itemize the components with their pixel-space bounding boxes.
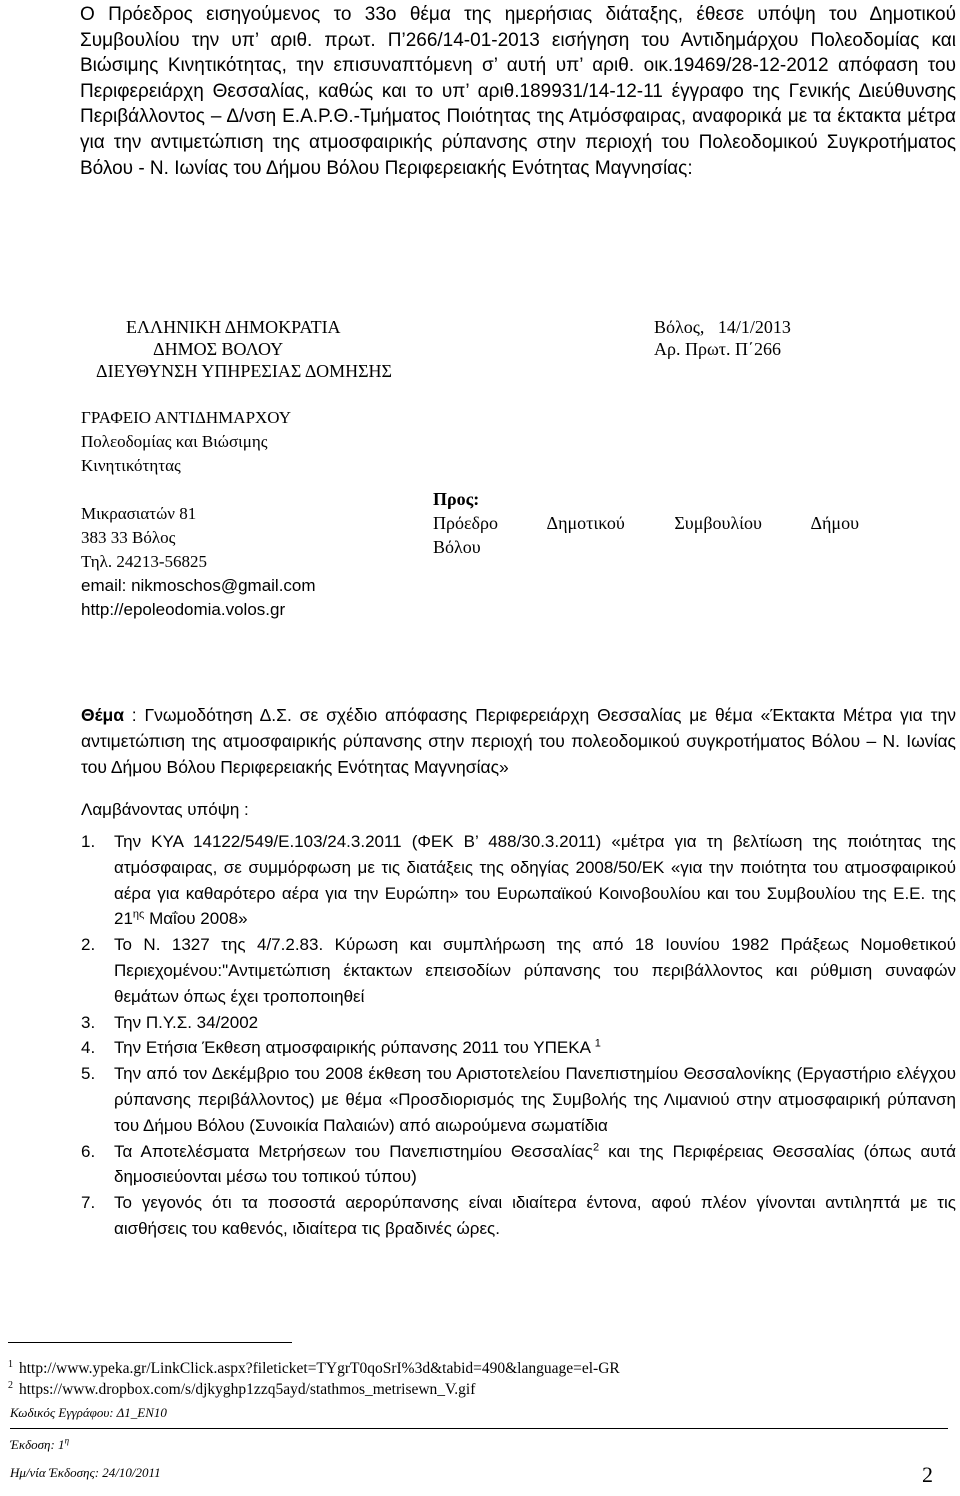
list-item	[81, 1010, 956, 1036]
letterhead-left	[96, 316, 392, 382]
office-address-city: 383 33 Βόλος	[81, 528, 176, 547]
issue-number	[10, 1437, 69, 1453]
considering-heading: Λαμβάνοντας υπόψη :	[81, 800, 249, 819]
list-item-text: Το Ν. 1327 της 4/7.2.83. Κύρωση και συμπλήρωση της από 18 Ιουνίου 1982 Πράξεως Νομοθετικού Περιεχομένου:"Αντιμετώπιση έκτακτων επεισοδίων ρύπανσης του περιβάλλοντος και ρύθμιση συναφών θεμάτων όπως έχει τροποποιηθεί	[114, 935, 956, 1006]
list-item	[81, 1190, 956, 1242]
list-item-number: 6.	[81, 1141, 96, 1161]
list-item	[81, 1035, 956, 1061]
subject-label: Θέμα	[81, 705, 124, 725]
footnote-separator	[8, 1342, 292, 1343]
list-item-number: 1.	[81, 832, 96, 851]
subject-paragraph	[81, 702, 956, 780]
office-website: http://epoleodomia.volos.gr	[81, 600, 286, 619]
list-item-number: 3.	[81, 1012, 96, 1032]
footer-separator	[10, 1428, 948, 1429]
document-code: Κωδικός Εγγράφου: Δ1_ΕΝ10	[10, 1405, 167, 1420]
issue-superscript: η	[64, 1435, 70, 1446]
list-item	[81, 1061, 956, 1138]
list-item-number: 5.	[81, 1064, 96, 1084]
place-date: Βόλος, 14/1/2013	[654, 317, 791, 337]
letterhead-line-republic: ΕΛΛΗΝΙΚΗ ΔΗΜΟΚΡΑΤΙΑ	[126, 317, 341, 337]
office-block	[81, 406, 381, 622]
list-item-number: 2.	[81, 935, 96, 955]
footnote-mark: 2	[8, 1379, 13, 1391]
office-email: email: nikmoschos@gmail.com	[81, 576, 316, 595]
considerations-list	[81, 829, 956, 1242]
office-line-3: Κινητικότητας	[81, 456, 181, 475]
footnote-link[interactable]: https://www.dropbox.com/s/djkyghp1zzq5ayd/stathmos_metrisewn_V.gif	[19, 1381, 476, 1398]
list-item-text: Την Π.Υ.Σ. 34/2002	[114, 1012, 259, 1032]
issue-date: Ημ/νία Έκδοσης: 24/10/2011	[10, 1465, 161, 1480]
page-number: 2	[922, 1462, 933, 1487]
intro-text: Ο Πρόεδρος εισηγούμενος το 33ο θέμα της ημερήσιας διάταξης, έθεσε υπόψη του Δημοτικού Συμβουλίου την υπ’ αριθ. πρωτ. Π’266/14-01-2013 εισήγηση του Αντιδημάρχου Πολεοδομίας και Βιώσιμης Κινητικότητας, την επισυναπτόμενη σ’ αυτή υπ’ αριθ. οικ.19469/28-12-2012 απόφαση του Περιφερειάρχη Θεσσαλίας, καθώς και το υπ’ αριθ.189931/14-12-11 έγγραφο της Γενικής Διεύθυνσης Περιβάλλοντος – Δ/νση Ε.Α.Ρ.Θ.-Τμήματος Ποιότητας της Ατμόσφαιρας, αναφορικά με τα έκτακτα μέτρα για την αντιμετώπιση της ατμοσφαιρικής ρύπανσης στην περιοχή του Πολεοδομικού Συγκροτήματος Βόλου - Ν. Ιωνίας του Δήμου Βόλου Περιφερειακής Ενότητας Μαγνησίας:	[80, 4, 956, 179]
list-item	[81, 829, 956, 932]
office-phone: Τηλ. 24213-56825	[81, 552, 208, 571]
list-item-text-after: Μαΐου 2008»	[144, 909, 248, 929]
office-address-street: Μικρασιατών 81	[81, 504, 197, 523]
list-item-number: 4.	[81, 1038, 96, 1058]
footnote-mark: 1	[8, 1358, 13, 1370]
intro-paragraph	[80, 2, 956, 181]
recipient-line-1: Πρόεδρο Δημοτικού Συμβουλίου Δήμου	[433, 513, 859, 533]
letterhead-line-directorate: ΔΙΕΥΘΥΝΣΗ ΥΠΗΡΕΣΙΑΣ ΔΟΜΗΣΗΣ	[96, 361, 393, 381]
footnote-2	[8, 1379, 620, 1400]
issue-label: Έκδοση: 1	[10, 1437, 65, 1452]
subject-text: : Γνωμοδότηση Δ.Σ. σε σχέδιο απόφασης Περιφερειάρχη Θεσσαλίας με θέμα «Έκτακτα Μέτρα για την αντιμετώπιση της ατμοσφαιρικής ρύπανσης στην περιοχή του πολεοδομικού συγκροτήματος Βόλου – Ν. Ιωνίας του Δήμου Βόλου Περιφερειακής Ενότητας Μαγνησίας»	[81, 705, 956, 777]
protocol-number: Αρ. Πρωτ. Π΄266	[654, 339, 782, 359]
recipient-block	[433, 487, 859, 559]
office-title: ΓΡΑΦΕΙΟ ΑΝΤΙΔΗΜΑΡΧΟΥ	[81, 408, 292, 427]
footnote-link[interactable]: http://www.ypeka.gr/LinkClick.aspx?fileticket=TYgrT0qoSrI%3d&tabid=490&language=el-GR	[19, 1360, 620, 1377]
list-item-number: 7.	[81, 1193, 96, 1213]
letterhead-right	[654, 316, 791, 360]
footnote-1	[8, 1358, 620, 1379]
office-line-2: Πολεοδομίας και Βιώσιμης	[81, 432, 268, 451]
footnote-ref-1[interactable]: 1	[594, 1037, 601, 1050]
list-item-text: Τα Αποτελέσματα Μετρήσεων του Πανεπιστημίου Θεσσαλίας	[114, 1141, 593, 1161]
recipient-line-2: Βόλου	[433, 537, 481, 557]
list-item-text: Την Ετήσια Έκθεση ατμοσφαιρικής ρύπανσης 2011 του ΥΠΕΚΑ	[114, 1038, 595, 1058]
recipient-label: Προς:	[433, 489, 480, 509]
list-item-text: Την ΚΥΑ 14122/549/Ε.103/24.3.2011 (ΦΕΚ Β’ 488/30.3.2011) «μέτρα για τη βελτίωση της ποιότητας της ατμόσφαιρας, σε συμμόρφωση με τις διατάξεις της οδηγίας 2008/50/ΕΚ «για την ποιότητα του ατμοσφαιρικού αέρα για καθαρότερο αέρα για την Ευρώπη» του Ευρωπαϊκού Κοινοβουλίου και του Συμβουλίου της Ε.Ε. της 21	[114, 832, 956, 929]
footnotes	[8, 1358, 620, 1400]
letterhead-line-municipality: ΔΗΜΟΣ ΒΟΛΟΥ	[153, 339, 284, 359]
list-item-text-after: και της Περιφέρειας Θεσσαλίας (όπως αυτά δημοσιεύονται μέσω του τοπικού τύπου)	[114, 1141, 956, 1187]
list-item	[81, 1139, 956, 1191]
list-item	[81, 932, 956, 1009]
list-item-text: Την από τον Δεκέμβριο του 2008 έκθεση του Αριστοτελείου Πανεπιστημίου Θεσσαλονίκης (Εργαστήριο ελέγχου ρύπανσης περιβάλλοντος) με θέμα «Προσδιορισμός της Συμβολής της Λιμανιού στην ατμοσφαιρική ρύπανση του Δήμου Βόλου (Συνοικία Παλαιών) από αιωρούμενα σωματίδια	[114, 1064, 956, 1135]
footnote-ref-2[interactable]: 2	[592, 1140, 600, 1153]
list-item-superscript: ης	[132, 908, 145, 921]
list-item-text: Το γεγονός ότι τα ποσοστά αερορύπανσης είναι ιδιαίτερα έντονα, αφού πλέον γίνονται αντιληπτά με τις αισθήσεις του καθενός, ιδιαίτερα τις βραδινές ώρες.	[114, 1193, 956, 1238]
